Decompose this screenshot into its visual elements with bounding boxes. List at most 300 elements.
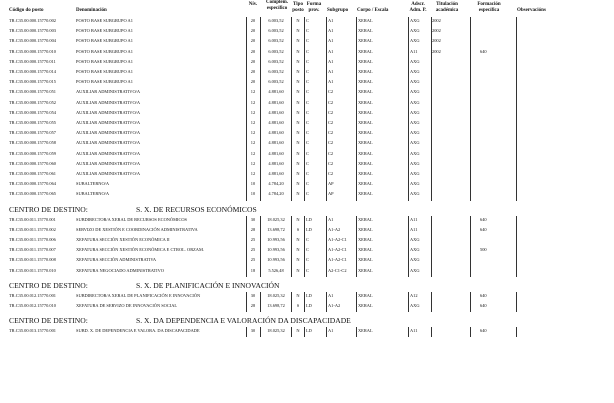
- cell-titulacion: 2002: [432, 18, 441, 23]
- cell-formacion: 640: [480, 226, 487, 232]
- cell-denominacion: POSTO BASE SUBGRUPO A1: [76, 69, 133, 74]
- cell-denominacion: AUXILIAR ADMINISTRATIVO/A: [76, 171, 141, 176]
- cell-adscricion: AXG: [410, 69, 420, 74]
- cell-adscricion: A11: [410, 48, 418, 54]
- cell-denominacion: SUBDIRECTOR/A XERAL DE RECURSOS ECONÓMICOS: [76, 216, 187, 222]
- cell-corpo: XERAL: [358, 48, 373, 54]
- column-rule: [326, 327, 327, 337]
- cell-subgrupo: A1-A2-C1: [328, 237, 347, 242]
- cell-forma: C: [306, 69, 309, 74]
- cell-forma: C: [306, 140, 309, 146]
- cell-complemento: 18.025,32: [267, 328, 285, 334]
- cell-adscricion: A11: [410, 328, 418, 334]
- cell-complemento: 6.003,52: [268, 18, 284, 23]
- cell-forma: C: [306, 171, 309, 176]
- cell-nivel: 12: [250, 99, 256, 105]
- cell-nivel: 30: [250, 292, 256, 298]
- cell-forma: C: [306, 257, 309, 263]
- cell-nivel: 20: [250, 58, 256, 64]
- cell-denominacion: SUBD. X. DE DEPENDENCIA E VALORA. DA DISCAPACIDADE: [76, 328, 200, 334]
- cell-corpo: XERAL: [358, 303, 373, 308]
- header-complemento: Complem. específico: [265, 0, 289, 11]
- table-row: [0, 109, 614, 117]
- cell-tipo: N: [296, 237, 300, 242]
- cell-titulacion: 2002: [432, 48, 441, 54]
- table-row: [0, 150, 614, 158]
- table-row: [0, 236, 614, 244]
- cell-nivel: 28: [250, 303, 256, 308]
- cell-denominacion: AUXILIAR ADMINISTRATIVO/A: [76, 89, 141, 95]
- cell-forma: C: [306, 79, 309, 85]
- cell-code: TR.C35.00.000.15770.060: [9, 160, 56, 166]
- cell-forma: C: [306, 89, 309, 95]
- cell-tipo: N: [296, 191, 300, 197]
- cell-complemento: 4.784,20: [268, 191, 284, 197]
- cell-subgrupo: AP: [328, 191, 334, 197]
- column-rule: [356, 17, 357, 201]
- column-rule: [516, 292, 517, 312]
- cell-denominacion: SUBALTERNO/A: [76, 181, 110, 187]
- cell-complemento: 4.881,60: [268, 120, 284, 125]
- cell-corpo: XERAL: [358, 191, 373, 197]
- cell-corpo: XERAL: [358, 99, 373, 105]
- table-row: [0, 246, 614, 254]
- column-rule: [260, 327, 261, 337]
- cell-code: TR.C35.00.000.15770.014: [9, 69, 56, 74]
- cell-complemento: 4.881,60: [268, 99, 284, 105]
- cell-denominacion: XEFATURA DE SERVIZO DE INNOVACIÓN SOCIAL: [76, 303, 178, 308]
- cell-corpo: XERAL: [358, 89, 373, 95]
- cell-tipo: N: [296, 18, 300, 23]
- column-rule: [326, 216, 327, 277]
- section-label: CENTRO DE DESTINO:: [9, 204, 88, 214]
- cell-tipo: S: [296, 303, 300, 308]
- cell-titulacion: 2002: [432, 38, 441, 44]
- cell-forma: C: [306, 48, 309, 54]
- cell-subgrupo: A1: [328, 28, 334, 34]
- cell-denominacion: POSTO BASE SUBGRUPO A1: [76, 18, 133, 23]
- table-row: [0, 119, 614, 127]
- cell-corpo: XERAL: [358, 150, 373, 156]
- cell-subgrupo: C2: [328, 171, 334, 176]
- cell-nivel: 25: [250, 237, 256, 242]
- cell-denominacion: POSTO BASE SUBGRUPO A1: [76, 48, 133, 54]
- column-rule: [260, 17, 261, 201]
- cell-adscricion: A11: [410, 226, 418, 232]
- cell-code: TR.C35.00.000.15770.011: [9, 58, 56, 64]
- cell-forma: C: [306, 237, 309, 242]
- cell-subgrupo: A1: [328, 38, 334, 44]
- cell-denominacion: XEFATURA SECCIÓN XESTIÓN ECONÓMICA E CTROL. ORZAM.: [76, 247, 204, 253]
- cell-complemento: 18.025,32: [267, 216, 285, 222]
- table-row: [0, 302, 614, 310]
- cell-complemento: 10.993,56: [267, 257, 285, 263]
- cell-subgrupo: A1: [328, 79, 334, 85]
- column-rule: [516, 17, 517, 201]
- cell-tipo: N: [296, 130, 300, 136]
- cell-forma: C: [306, 120, 309, 125]
- cell-corpo: XERAL: [358, 130, 373, 136]
- cell-nivel: 20: [250, 38, 256, 44]
- cell-denominacion: AUXILIAR ADMINISTRATIVO/A: [76, 150, 141, 156]
- cell-denominacion: XEFATURA NEGOCIADO ADMINISTRATIVO: [76, 267, 164, 273]
- cell-corpo: XERAL: [358, 58, 373, 64]
- cell-denominacion: AUXILIAR ADMINISTRATIVO/A: [76, 130, 141, 136]
- cell-nivel: 12: [250, 160, 256, 166]
- header-formacion: Formación específica: [477, 2, 501, 13]
- cell-forma: LD: [306, 226, 312, 232]
- column-rule: [304, 292, 305, 312]
- cell-complemento: 6.003,52: [268, 38, 284, 44]
- cell-code: TR.C35.00.000.15770.003: [9, 28, 56, 34]
- cell-corpo: XERAL: [358, 38, 373, 44]
- cell-tipo: N: [296, 38, 300, 44]
- cell-nivel: 12: [250, 89, 256, 95]
- cell-nivel: 20: [250, 69, 256, 74]
- cell-code: TR.C35.00.000.15770.058: [9, 140, 56, 146]
- cell-subgrupo: C2: [328, 130, 334, 136]
- cell-nivel: 12: [250, 130, 256, 136]
- column-rule: [246, 327, 247, 337]
- cell-forma: C: [306, 58, 309, 64]
- cell-forma: C: [306, 109, 309, 115]
- cell-code: TR.C35.00.000.15770.004: [9, 38, 56, 44]
- cell-code: TR.C35.00.000.15770.061: [9, 171, 56, 176]
- cell-forma: C: [306, 38, 309, 44]
- header-observacions: Observacións: [517, 8, 546, 13]
- cell-subgrupo: C2: [328, 99, 334, 105]
- column-rule: [291, 216, 292, 277]
- cell-adscricion: AXG: [410, 109, 420, 115]
- column-rule: [246, 216, 247, 277]
- cell-subgrupo: A2-C1-C2: [328, 267, 347, 273]
- cell-tipo: N: [296, 89, 300, 95]
- cell-tipo: N: [296, 48, 300, 54]
- cell-tipo: N: [296, 216, 300, 222]
- cell-forma: C: [306, 150, 309, 156]
- column-rule: [291, 327, 292, 337]
- cell-denominacion: POSTO BASE SUBGRUPO A1: [76, 79, 133, 85]
- cell-complemento: 10.993,56: [267, 237, 285, 242]
- cell-code: TR.C35.00.000.15770.065: [9, 191, 56, 197]
- cell-tipo: N: [296, 257, 300, 263]
- cell-subgrupo: C2: [328, 89, 334, 95]
- cell-adscricion: AXG: [410, 140, 420, 146]
- cell-forma: C: [306, 18, 309, 23]
- cell-subgrupo: C2: [328, 140, 334, 146]
- cell-forma: LD: [306, 328, 312, 334]
- cell-nivel: 10: [250, 191, 256, 197]
- cell-nivel: 12: [250, 140, 256, 146]
- cell-complemento: 13.698,72: [267, 226, 285, 232]
- cell-corpo: XERAL: [358, 181, 373, 187]
- cell-corpo: XERAL: [358, 120, 373, 125]
- cell-tipo: N: [296, 150, 300, 156]
- cell-complemento: 4.881,60: [268, 150, 284, 156]
- cell-adscricion: AXG: [410, 267, 420, 273]
- cell-complemento: 10.993,56: [267, 247, 285, 253]
- cell-complemento: 4.881,60: [268, 171, 284, 176]
- cell-complemento: 4.881,60: [268, 140, 284, 146]
- table-row: [0, 327, 614, 335]
- cell-formacion: 640: [480, 292, 487, 298]
- cell-adscricion: AXG: [410, 303, 420, 308]
- cell-code: TR.C35.00.000.15770.002: [9, 18, 56, 23]
- cell-tipo: N: [296, 79, 300, 85]
- cell-adscricion: AXG: [410, 120, 420, 125]
- cell-adscricion: AXG: [410, 18, 420, 23]
- cell-subgrupo: A1: [328, 216, 334, 222]
- cell-tipo: N: [296, 247, 300, 253]
- table-row: [0, 78, 614, 86]
- cell-forma: LD: [306, 216, 312, 222]
- cell-complemento: 18.025,32: [267, 292, 285, 298]
- header-corpo: Corpo / Escala: [357, 8, 389, 13]
- cell-complemento: 6.003,52: [268, 58, 284, 64]
- column-rule: [260, 292, 261, 312]
- cell-corpo: XERAL: [358, 160, 373, 166]
- column-rule: [326, 292, 327, 312]
- section-label: CENTRO DE DESTINO:: [9, 316, 88, 326]
- cell-complemento: 4.881,60: [268, 160, 284, 166]
- cell-nivel: 18: [250, 267, 256, 273]
- cell-tipo: S: [296, 226, 300, 232]
- cell-tipo: N: [296, 181, 300, 187]
- cell-nivel: 25: [250, 257, 256, 263]
- cell-subgrupo: A1-A2-C1: [328, 247, 347, 253]
- cell-code: TR.C35.00.011.15770.002: [9, 226, 56, 232]
- column-rule: [260, 216, 261, 277]
- cell-nivel: 25: [250, 247, 256, 253]
- table-row: [0, 267, 614, 275]
- cell-denominacion: AUXILIAR ADMINISTRATIVO/A: [76, 140, 141, 146]
- section-heading: [0, 280, 614, 292]
- table-row: [0, 139, 614, 147]
- cell-adscricion: AXG: [410, 79, 420, 85]
- cell-corpo: XERAL: [358, 226, 373, 232]
- cell-formacion: 640: [480, 328, 487, 334]
- cell-code: TR.C35.00.000.15770.057: [9, 130, 56, 136]
- cell-denominacion: AUXILIAR ADMINISTRATIVO/A: [76, 160, 141, 166]
- cell-adscricion: AXG: [410, 191, 420, 197]
- table-row: [0, 99, 614, 107]
- column-rule: [470, 216, 471, 277]
- cell-tipo: N: [296, 328, 300, 334]
- cell-corpo: XERAL: [358, 109, 373, 115]
- cell-complemento: 4.881,60: [268, 130, 284, 136]
- cell-nivel: 20: [250, 18, 256, 23]
- cell-code: TR.C35.00.000.15770.059: [9, 150, 56, 156]
- cell-corpo: XERAL: [358, 247, 373, 253]
- cell-forma: C: [306, 267, 309, 273]
- table-row: [0, 292, 614, 300]
- cell-subgrupo: C2: [328, 120, 334, 125]
- cell-forma: C: [306, 160, 309, 166]
- cell-nivel: 20: [250, 28, 256, 34]
- cell-formacion: 500: [480, 247, 487, 253]
- table-row: [0, 17, 614, 25]
- cell-code: TR.C35.00.000.15770.054: [9, 109, 56, 115]
- cell-subgrupo: A1-A2-C1: [328, 257, 347, 263]
- cell-subgrupo: A1: [328, 292, 334, 298]
- cell-nivel: 30: [250, 328, 256, 334]
- table-row: [0, 216, 614, 224]
- cell-corpo: XERAL: [358, 257, 373, 263]
- column-rule: [408, 327, 409, 337]
- cell-subgrupo: C2: [328, 160, 334, 166]
- cell-tipo: N: [296, 160, 300, 166]
- cell-nivel: 10: [250, 181, 256, 187]
- cell-tipo: N: [296, 292, 300, 298]
- cell-code: TR.C35.00.011.15770.007: [9, 247, 56, 253]
- cell-code: TR.C35.00.011.15770.001: [9, 216, 56, 222]
- cell-subgrupo: A1: [328, 58, 334, 64]
- cell-subgrupo: A1: [328, 69, 334, 74]
- cell-complemento: 4.881,60: [268, 89, 284, 95]
- cell-complemento: 6.003,52: [268, 48, 284, 54]
- cell-forma: C: [306, 99, 309, 105]
- column-rule: [431, 17, 432, 201]
- cell-complemento: 13.698,72: [267, 303, 285, 308]
- cell-corpo: XERAL: [358, 79, 373, 85]
- section-name: S. X. DE PLANIFICACIÓN E INNOVACIÓN: [136, 280, 280, 290]
- cell-denominacion: AUXILIAR ADMINISTRATIVO/A: [76, 109, 141, 115]
- table-row: [0, 27, 614, 35]
- column-rule: [246, 292, 247, 312]
- cell-forma: C: [306, 181, 309, 187]
- column-rule: [246, 17, 247, 201]
- header-forma: Forma prov.: [306, 2, 322, 13]
- column-rule: [304, 17, 305, 201]
- cell-corpo: XERAL: [358, 28, 373, 34]
- cell-adscricion: AXG: [410, 38, 420, 44]
- cell-subgrupo: A1-A2: [328, 226, 341, 232]
- column-rule: [291, 292, 292, 312]
- column-rule: [291, 17, 292, 201]
- cell-subgrupo: AP: [328, 181, 334, 187]
- cell-formacion: 640: [480, 216, 487, 222]
- cell-corpo: XERAL: [358, 328, 373, 334]
- table-row: [0, 88, 614, 96]
- cell-denominacion: AUXILIAR ADMINISTRATIVO/A: [76, 120, 141, 125]
- cell-tipo: N: [296, 99, 300, 105]
- cell-code: TR.C35.00.011.15770.010: [9, 267, 56, 273]
- cell-adscricion: A12: [410, 292, 418, 298]
- header-titulacion: Titulación académica: [435, 2, 459, 13]
- cell-complemento: 6.003,52: [268, 79, 284, 85]
- column-rule: [470, 327, 471, 337]
- cell-subgrupo: C2: [328, 109, 334, 115]
- table-row: [0, 256, 614, 264]
- cell-tipo: N: [296, 120, 300, 125]
- section-heading: [0, 204, 614, 216]
- cell-code: TR.C35.00.000.15770.015: [9, 79, 56, 85]
- cell-adscricion: AXG: [410, 160, 420, 166]
- cell-forma: LD: [306, 303, 312, 308]
- cell-adscricion: AXG: [410, 257, 420, 263]
- cell-subgrupo: A1: [328, 48, 334, 54]
- cell-adscricion: A11: [410, 216, 418, 222]
- cell-corpo: XERAL: [358, 140, 373, 146]
- header-nivel: Nív.: [248, 2, 258, 7]
- cell-denominacion: POSTO BASE SUBGRUPO A1: [76, 38, 133, 44]
- cell-code: TR.C35.00.011.15770.008: [9, 257, 56, 263]
- table-row: [0, 37, 614, 45]
- cell-code: TR.C35.00.012.15770.001: [9, 292, 56, 298]
- cell-adscricion: AXG: [410, 99, 420, 105]
- table-row: [0, 68, 614, 76]
- column-rule: [408, 292, 409, 312]
- cell-nivel: 30: [250, 216, 256, 222]
- cell-tipo: N: [296, 28, 300, 34]
- cell-code: TR.C35.00.000.15770.052: [9, 99, 56, 105]
- section-label: CENTRO DE DESTINO:: [9, 280, 88, 290]
- cell-complemento: 4.784,20: [268, 181, 284, 187]
- column-rule: [326, 17, 327, 201]
- column-rule: [470, 292, 471, 312]
- cell-complemento: 6.003,52: [268, 28, 284, 34]
- cell-corpo: XERAL: [358, 267, 373, 273]
- table-row: [0, 48, 614, 56]
- table-row: [0, 129, 614, 137]
- cell-complemento: 6.003,52: [268, 69, 284, 74]
- cell-complemento: 4.881,60: [268, 109, 284, 115]
- cell-tipo: N: [296, 69, 300, 74]
- cell-corpo: XERAL: [358, 216, 373, 222]
- cell-code: TR.C35.00.000.15770.010: [9, 48, 56, 54]
- cell-nivel: 12: [250, 150, 256, 156]
- table-row: [0, 190, 614, 198]
- column-rule: [431, 327, 432, 337]
- header-tipo: Tipo posto: [292, 2, 304, 13]
- cell-formacion: 640: [480, 48, 487, 54]
- cell-denominacion: XEFATURA SECCIÓN ADMINISTRATIVA: [76, 257, 157, 263]
- cell-adscricion: AXG: [410, 237, 420, 242]
- cell-code: TR.C35.00.000.15770.064: [9, 181, 56, 187]
- header-denominacion: Denominación: [76, 8, 107, 13]
- cell-adscricion: AXG: [410, 247, 420, 253]
- cell-adscricion: AXG: [410, 89, 420, 95]
- cell-forma: LD: [306, 292, 312, 298]
- cell-adscricion: AXG: [410, 58, 420, 64]
- column-rule: [516, 216, 517, 277]
- cell-nivel: 20: [250, 48, 256, 54]
- cell-forma: C: [306, 191, 309, 197]
- table-row: [0, 226, 614, 234]
- section-name: S. X. DE RECURSOS ECONÓMICOS: [136, 204, 257, 214]
- cell-denominacion: POSTO BASE SUBGRUPO A1: [76, 58, 133, 64]
- cell-nivel: 28: [250, 226, 256, 232]
- cell-denominacion: SERVIZO DE XESTIÓN E COORDINACIÓN ADMINISTRATIVA: [76, 226, 198, 232]
- section-heading: [0, 315, 614, 327]
- cell-denominacion: AUXILIAR ADMINISTRATIVO/A: [76, 99, 141, 105]
- cell-corpo: XERAL: [358, 171, 373, 176]
- cell-nivel: 12: [250, 120, 256, 125]
- cell-formacion: 640: [480, 303, 487, 308]
- cell-tipo: N: [296, 267, 300, 273]
- cell-subgrupo: A1: [328, 328, 334, 334]
- cell-denominacion: POSTO BASE SUBGRUPO A1: [76, 28, 133, 34]
- cell-denominacion: SUBALTERNO/A: [76, 191, 110, 197]
- cell-corpo: XERAL: [358, 292, 373, 298]
- cell-tipo: N: [296, 140, 300, 146]
- cell-denominacion: SUBDIRECTOR/A XERAL DE PLANIFICACIÓN E INNOVACIÓN: [76, 292, 201, 298]
- cell-subgrupo: A1-A2: [328, 303, 341, 308]
- table-row: [0, 170, 614, 178]
- table-row: [0, 180, 614, 188]
- column-rule: [408, 216, 409, 277]
- column-rule: [304, 216, 305, 277]
